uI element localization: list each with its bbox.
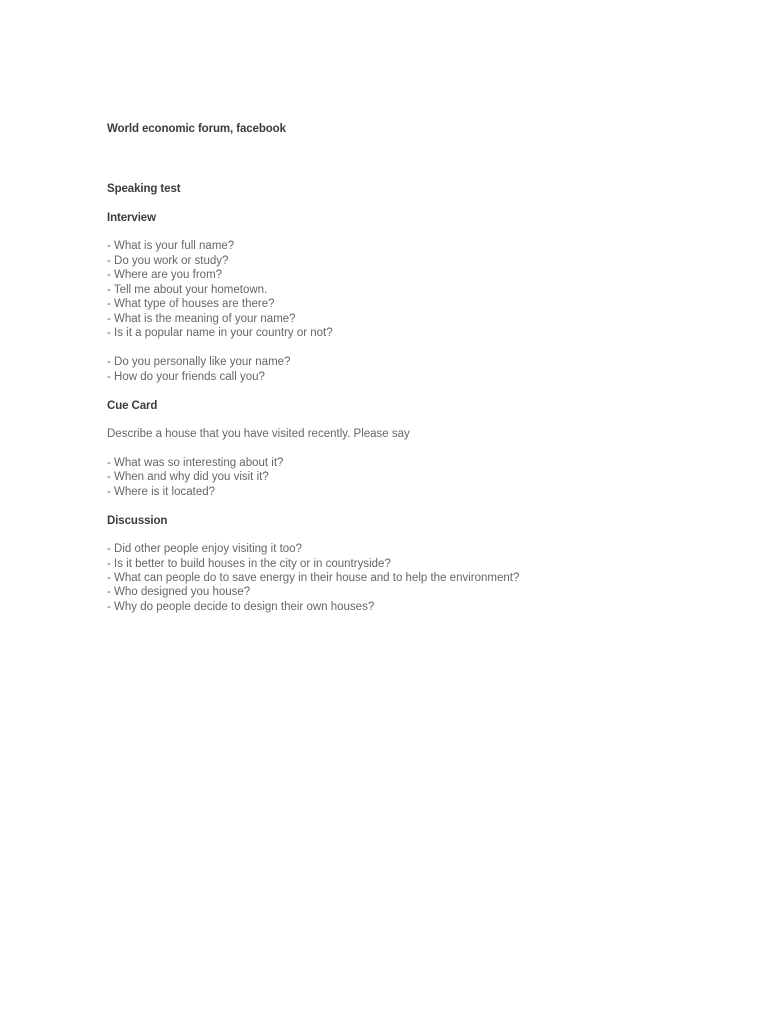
interview-question: - Do you work or study? bbox=[107, 254, 229, 267]
discussion-question: - Did other people enjoy visiting it too? bbox=[107, 543, 302, 555]
source-line: World economic forum, facebook bbox=[107, 123, 286, 135]
interview-question: - Do you personally like your name? bbox=[107, 356, 291, 368]
cue-card-point: - Where is it located? bbox=[107, 486, 216, 498]
interview-question: - What is your full name? bbox=[107, 240, 235, 252]
discussion-question: - What can people do to save energy in their house and to help the environment? bbox=[107, 572, 520, 584]
discussion-heading: Discussion bbox=[107, 515, 168, 527]
interview-question: - How do your friends call you? bbox=[107, 371, 265, 383]
cue-card-point: - When and why did you visit it? bbox=[107, 471, 269, 483]
interview-question: - Is it a popular name in your country or not? bbox=[107, 327, 333, 339]
document-title: Speaking test bbox=[107, 183, 181, 195]
discussion-question: - Who designed you house? bbox=[107, 586, 251, 598]
cue-card-prompt: Describe a house that you have visited recently. Please say bbox=[107, 428, 410, 440]
interview-question: - What is the meaning of your name? bbox=[107, 312, 296, 325]
cue-card-heading: Cue Card bbox=[107, 400, 158, 412]
cue-card-point: - What was so interesting about it? bbox=[107, 457, 284, 469]
interview-question: - Where are you from? bbox=[107, 269, 223, 281]
interview-question: - What type of houses are there? bbox=[107, 298, 275, 310]
interview-question: - Tell me about your hometown. bbox=[107, 283, 268, 296]
interview-heading: Interview bbox=[107, 212, 156, 224]
discussion-question: - Why do people decide to design their own houses? bbox=[107, 601, 375, 613]
discussion-question: - Is it better to build houses in the city or in countryside? bbox=[107, 557, 391, 570]
